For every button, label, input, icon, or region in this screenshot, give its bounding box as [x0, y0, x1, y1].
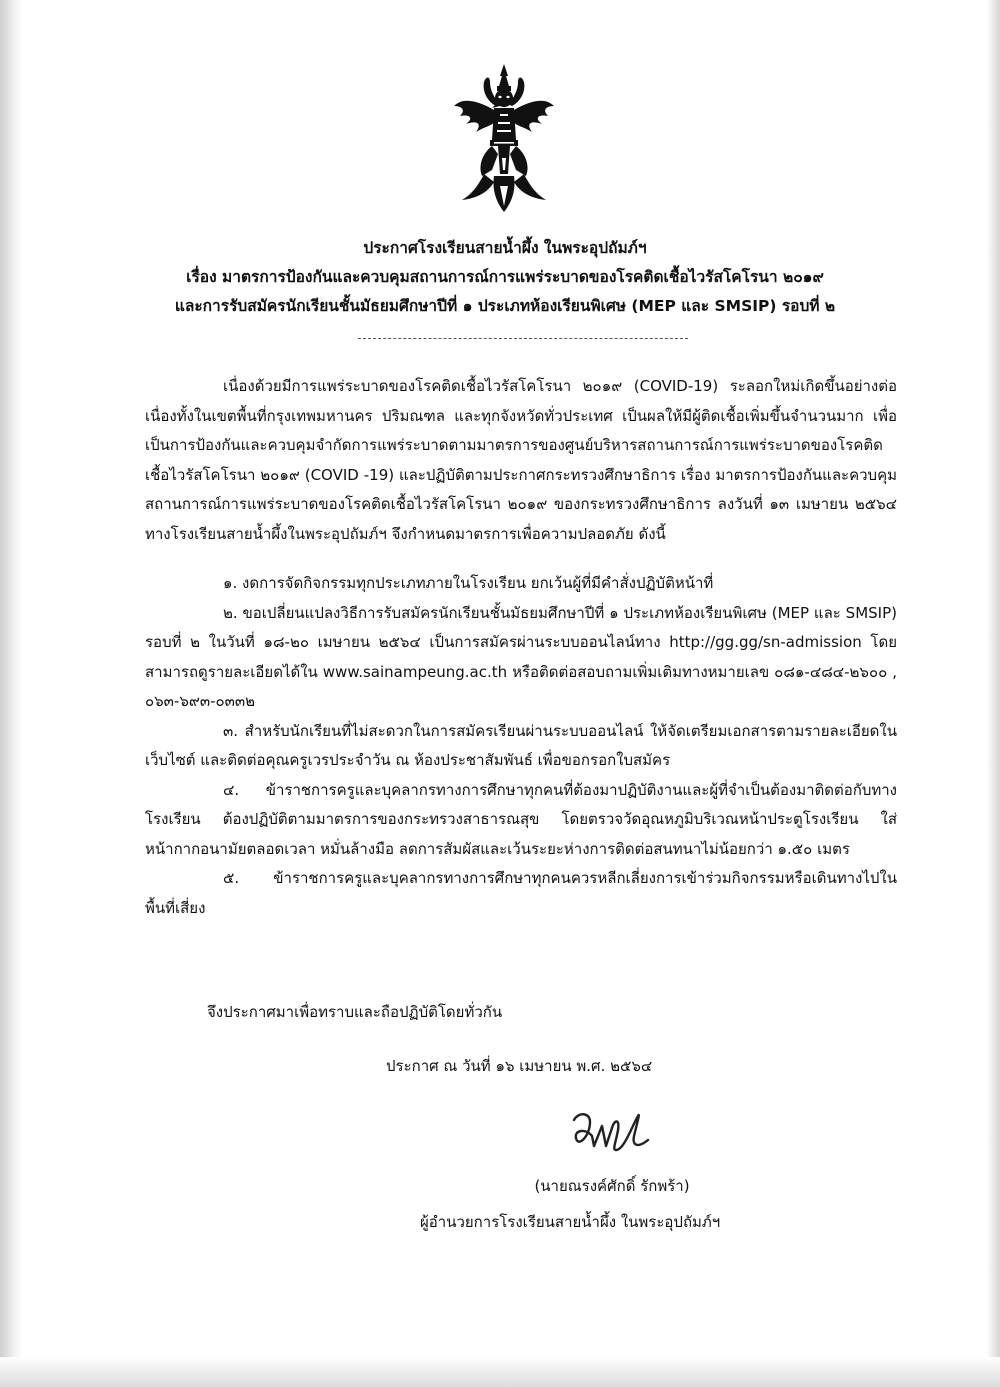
measure-item: ๔. ข้าราชการครูและบุคลากรทางการศึกษาทุกคนที่ต้องมาปฏิบัติงานและผู้ที่จำเป็นต้องมาติดต่อกับทางโรงเรียน ต้องปฏิบัติตามมาตรการของกระทรวงสาธารณสุข โดยตรวจวัดอุณหภูมิบริเวณหน้าประตูโรงเรียน ใส่หน้ากากอนามัยตลอดเวลา หมั่นล้างมือ ลดการสัมผัสและเว้นระยะห่างการติดต่อสนทนาไม่น้อยกว่า ๑.๕๐ เมตร	[145, 780, 897, 858]
signer-name: (นายณรงค์ศักดิ์ รักพร้า)	[534, 1177, 690, 1195]
announcement-title	[100, 234, 910, 321]
scan-edge-bottom	[0, 1357, 1000, 1387]
title-subject: เรื่อง มาตรการป้องกันและควบคุมสถานการณ์การแพร่ระบาดของโรคติดเชื้อไวรัสโคโรนา ๒๐๑๙	[186, 268, 824, 286]
signature-icon	[568, 1106, 658, 1158]
announcement-body	[145, 372, 897, 923]
measure-item: ๑. งดการจัดกิจกรรมทุกประเภทภายในโรงเรียน ยกเว้นผู้ที่มีคำสั่งปฏิบัติหน้าที่	[223, 574, 714, 592]
measure-item: ๓. สำหรับนักเรียนที่ไม่สะดวกในการสมัครเรียนผ่านระบบออนไลน์ ให้จัดเตรียมเอกสารตามรายละเอียดในเว็บไซต์ และติดต่อคุณครูเวรประจำวัน ณ ห้องประชาสัมพันธ์ เพื่อขอกรอกใบสมัคร	[145, 721, 897, 769]
title-school: ประกาศโรงเรียนสายน้ำผึ้ง ในพระอุปถัมภ์ฯ	[363, 239, 647, 257]
measure-item: ๒. ขอเปลี่ยนแปลงวิธีการรับสมัครนักเรียนชั้นมัธยมศึกษาปีที่ ๑ ประเภทห้องเรียนพิเศษ (MEP และ SMSIP) รอบที่ ๒ ในวันที่ ๑๘-๒๐ เมษายน ๒๕๖๔ เป็นการสมัครผ่านระบบออนไลน์ทาง http://gg.gg/sn-admission โดยสามารถดูรายละเอียดได้ใน www.sainampeung.ac.th หรือติดต่อสอบถามเพิ่มเติมทางหมายเลข ๐๘๑-๔๘๔-๒๖๐๐ , ๐๖๓-๖๙๓-๐๓๓๒	[145, 603, 897, 710]
scan-edge-left	[0, 0, 22, 1387]
intro-paragraph: เนื่องด้วยมีการแพร่ระบาดของโรคติดเชื้อไวรัสโคโรนา ๒๐๑๙ (COVID-19) ระลอกใหม่เกิดขึ้นอย่างต่อเนื่องทั้งในเขตพื้นที่กรุงเทพมหานคร ปริมณฑล และทุกจังหวัดทั่วประเทศ เป็นผลให้มีผู้ติดเชื้อเพิ่มขึ้นจำนวนมาก เพื่อเป็นการป้องกันและควบคุมจำกัดการแพร่ระบาดตามมาตรการของศูนย์บริหารสถานการณ์การแพร่ระบาดของโรคติดเชื้อไวรัสโคโรนา ๒๐๑๙ (COVID -19) และปฏิบัติตามประกาศกระทรวงศึกษาธิการ เรื่อง มาตรการป้องกันและควบคุมสถานการณ์การแพร่ระบาดของโรคติดเชื้อไวรัสโคโรนา ๒๐๑๙ ของกระทรวงศึกษาธิการ ลงวันที่ ๑๓ เมษายน ๒๕๖๔ ทางโรงเรียนสายน้ำผึ้งในพระอุปถัมภ์ฯ จึงกำหนดมาตรการเพื่อความปลอดภัย ดังนี้	[145, 377, 897, 543]
closing-statement: จึงประกาศมาเพื่อทราบและถือปฏิบัติโดยทั่วกัน	[207, 1003, 503, 1021]
scan-edge-right	[986, 0, 1000, 1387]
garuda-emblem-icon	[448, 62, 560, 214]
signer-position: ผู้อำนวยการโรงเรียนสายน้ำผึ้ง ในพระอุปถัมภ์ฯ	[420, 1213, 721, 1231]
title-admission: และการรับสมัครนักเรียนชั้นมัธยมศึกษาปีที่ ๑ ประเภทห้องเรียนพิเศษ (MEP และ SMSIP) รอบที่ ๒	[174, 297, 836, 315]
announcement-date: ประกาศ ณ วันที่ ๑๖ เมษายน พ.ศ. ๒๕๖๔	[386, 1057, 653, 1075]
measure-item: ๕. ข้าราชการครูและบุคลากรทางการศึกษาทุกคนควรหลีกเลี่ยงการเข้าร่วมกิจกรรมหรือเดินทางไปในพื้นที่เสี่ยง	[145, 869, 897, 917]
title-divider	[358, 338, 688, 339]
